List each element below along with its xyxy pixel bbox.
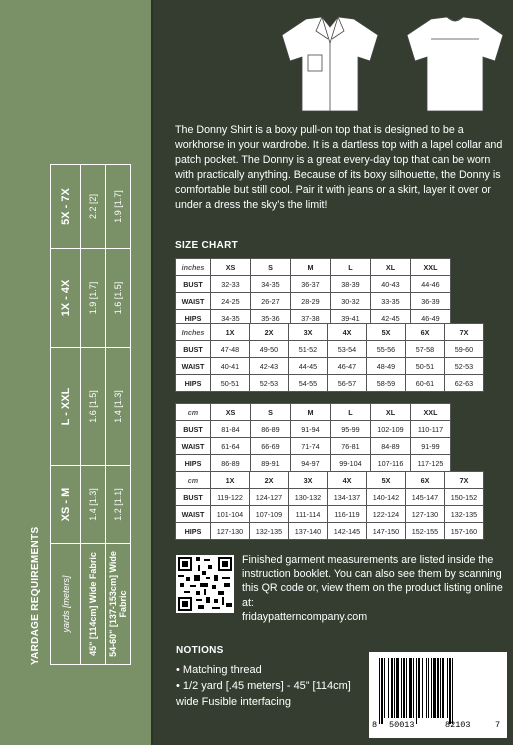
size-cell: 101-104: [211, 506, 250, 523]
yardage-cell: 1.6 [1.5]: [106, 249, 131, 348]
qr-code-icon[interactable]: [176, 555, 234, 613]
size-cell: 130-132: [289, 489, 328, 506]
measure-label: WAIST: [176, 438, 211, 455]
notions-title: NOTIONS: [176, 645, 224, 656]
finished-measurements-text: [242, 553, 504, 624]
measure-label: WAIST: [176, 358, 211, 375]
size-cell: 102-109: [371, 421, 411, 438]
size-header: XXL: [411, 404, 451, 421]
size-header: 6X: [406, 472, 445, 489]
size-header: M: [291, 404, 331, 421]
barcode-digits: 50013: [389, 720, 415, 730]
barcode-icon: [369, 652, 507, 738]
size-header: 3X: [289, 472, 328, 489]
size-header: 1X: [211, 324, 250, 341]
yardage-size-header: XS - M: [51, 466, 81, 544]
notion-item: • Matching thread: [176, 664, 262, 676]
yardage-row-label: 45" [114cm] Wide Fabric: [81, 544, 106, 665]
size-cell: 30-32: [331, 293, 371, 310]
yardage-title: YARDAGE REQUIREMENTS: [30, 526, 41, 665]
size-cell: 147-150: [367, 523, 406, 540]
notions-list: [176, 662, 366, 710]
size-cell: 134-137: [328, 489, 367, 506]
size-cell: 95-99: [331, 421, 371, 438]
size-cell: 37-38: [291, 310, 331, 327]
size-header: XS: [211, 404, 251, 421]
size-cell: 110-117: [411, 421, 451, 438]
size-cell: 32-33: [211, 276, 251, 293]
size-cell: 50-51: [406, 358, 445, 375]
size-cell: 46-47: [328, 358, 367, 375]
size-cell: 86-89: [251, 421, 291, 438]
size-cell: 107-109: [250, 506, 289, 523]
size-cell: 61-64: [211, 438, 251, 455]
size-cell: 84-89: [371, 438, 411, 455]
measure-label: HIPS: [176, 375, 211, 392]
size-cell: 137-140: [289, 523, 328, 540]
size-cell: 24-25: [211, 293, 251, 310]
barcode-digits: 82103: [445, 720, 471, 730]
size-cell: 52-53: [445, 358, 484, 375]
size-cell: 40-41: [211, 358, 250, 375]
size-cell: 39-41: [331, 310, 371, 327]
size-header: 2X: [250, 472, 289, 489]
yardage-unit-label: yards [meters]: [51, 544, 81, 665]
size-cell: 81-84: [211, 421, 251, 438]
barcode-digit: 7: [495, 720, 501, 730]
size-header: 7X: [445, 324, 484, 341]
size-cell: 34-35: [251, 276, 291, 293]
size-cell: 62-63: [445, 375, 484, 392]
shirt-front-icon: [282, 17, 378, 111]
panel-divider: [151, 0, 153, 745]
yardage-cell: 1.4 [1.3]: [106, 348, 131, 466]
size-cell: 124-127: [250, 489, 289, 506]
product-description: The Donny Shirt is a boxy pull-on top that is designed to be a workhorse in your wardrobe. It is a dartless top with a lapel collar and patch pocket. The Donny is a great every-day top that can be worn with practically anything. Because of its boxy silhouette, the Donny is comfortable but still cool. Pair it with jeans or a skirt, layer it over or under a dress the sky’s the limit!: [175, 124, 503, 212]
size-header: 4X: [328, 324, 367, 341]
size-cell: 99-104: [331, 455, 371, 472]
size-cell: 94-97: [291, 455, 331, 472]
size-header: 4X: [328, 472, 367, 489]
size-cell: 53-54: [328, 341, 367, 358]
size-header: L: [331, 259, 371, 276]
size-cell: 44-46: [411, 276, 451, 293]
size-cell: 42-45: [371, 310, 411, 327]
measure-label: WAIST: [176, 293, 211, 310]
measure-label: HIPS: [176, 455, 211, 472]
size-header: XXL: [411, 259, 451, 276]
size-cell: 140-142: [367, 489, 406, 506]
size-header: 5X: [367, 324, 406, 341]
website-link[interactable]: fridaypatterncompany.com: [242, 610, 368, 623]
size-cell: 44-45: [289, 358, 328, 375]
size-header: L: [331, 404, 371, 421]
size-cell: 49-50: [250, 341, 289, 358]
size-cell: 150-152: [445, 489, 484, 506]
size-cell: 58-59: [367, 375, 406, 392]
size-table-unit: Inches: [176, 324, 211, 341]
size-table-cm-standard: [175, 403, 451, 472]
size-cell: 55-56: [367, 341, 406, 358]
size-cell: 52-53: [250, 375, 289, 392]
size-cell: 66-69: [251, 438, 291, 455]
size-cell: 54-55: [289, 375, 328, 392]
yardage-size-header: 5X - 7X: [51, 165, 81, 249]
size-header: 5X: [367, 472, 406, 489]
size-cell: 28-29: [291, 293, 331, 310]
measure-label: HIPS: [176, 310, 211, 327]
yardage-cell: 1.4 [1.3]: [81, 466, 106, 544]
size-cell: 50-51: [211, 375, 250, 392]
measure-label: HIPS: [176, 523, 211, 540]
size-table-unit: cm: [176, 472, 211, 489]
yardage-cell: 1.6 [1.5]: [81, 348, 106, 466]
size-table-inches-standard: [175, 258, 451, 327]
size-cell: 127-130: [211, 523, 250, 540]
size-cell: 145-147: [406, 489, 445, 506]
barcode-digit: 8: [372, 720, 378, 730]
yardage-cell: 1.2 [1.1]: [106, 466, 131, 544]
size-cell: 152-155: [406, 523, 445, 540]
size-cell: 46-49: [411, 310, 451, 327]
shirt-illustration: [270, 5, 513, 115]
size-cell: 36-37: [291, 276, 331, 293]
size-cell: 34-35: [211, 310, 251, 327]
yardage-size-header: L - XXL: [51, 348, 81, 466]
measure-label: WAIST: [176, 506, 211, 523]
size-cell: 89-91: [251, 455, 291, 472]
size-header: 7X: [445, 472, 484, 489]
size-cell: 36-39: [411, 293, 451, 310]
size-cell: 42-43: [250, 358, 289, 375]
size-table-cm-plus: [175, 471, 484, 540]
size-cell: 157-160: [445, 523, 484, 540]
measure-label: BUST: [176, 421, 211, 438]
size-cell: 91-99: [411, 438, 451, 455]
finished-measurements-note: Finished garment measurements are listed inside the instruction booklet. You can also see them by scanning this QR code or, view them on the product listing online at:: [242, 554, 503, 609]
notion-item: • 1/2 yard [.45 meters] - 45” [114cm] wide Fusible interfacing: [176, 680, 351, 708]
size-cell: 86-89: [211, 455, 251, 472]
size-cell: 40-43: [371, 276, 411, 293]
size-cell: 57-58: [406, 341, 445, 358]
measure-label: BUST: [176, 276, 211, 293]
size-cell: 33-35: [371, 293, 411, 310]
size-header: XL: [371, 404, 411, 421]
size-cell: 51-52: [289, 341, 328, 358]
size-table-inches-plus: [175, 323, 484, 392]
size-cell: 122-124: [367, 506, 406, 523]
measure-label: BUST: [176, 489, 211, 506]
size-cell: 59-60: [445, 341, 484, 358]
yardage-cell: 1.9 [1.7]: [106, 165, 131, 249]
size-cell: 127-130: [406, 506, 445, 523]
size-cell: 56-57: [328, 375, 367, 392]
size-header: S: [251, 259, 291, 276]
size-cell: 76-81: [331, 438, 371, 455]
size-cell: 107-116: [371, 455, 411, 472]
size-cell: 38-39: [331, 276, 371, 293]
size-cell: 142-145: [328, 523, 367, 540]
size-cell: 132-135: [250, 523, 289, 540]
size-header: M: [291, 259, 331, 276]
size-cell: 48-49: [367, 358, 406, 375]
size-header: XL: [371, 259, 411, 276]
size-cell: 35-36: [251, 310, 291, 327]
size-cell: 117-125: [411, 455, 451, 472]
size-header: 1X: [211, 472, 250, 489]
size-table-unit: inches: [176, 259, 211, 276]
size-cell: 26-27: [251, 293, 291, 310]
yardage-cell: 2.2 [2]: [81, 165, 106, 249]
size-cell: 71-74: [291, 438, 331, 455]
measure-label: BUST: [176, 341, 211, 358]
yardage-table: [50, 164, 131, 665]
size-header: XS: [211, 259, 251, 276]
size-cell: 47-48: [211, 341, 250, 358]
size-chart-title: SIZE CHART: [175, 240, 238, 251]
size-header: 6X: [406, 324, 445, 341]
size-cell: 119-122: [211, 489, 250, 506]
yardage-size-header: 1X - 4X: [51, 249, 81, 348]
size-cell: 91-94: [291, 421, 331, 438]
size-cell: 116-119: [328, 506, 367, 523]
size-cell: 60-61: [406, 375, 445, 392]
size-table-unit: cm: [176, 404, 211, 421]
shirt-back-icon: [407, 17, 503, 111]
size-header: S: [251, 404, 291, 421]
yardage-cell: 1.9 [1.7]: [81, 249, 106, 348]
size-header: 3X: [289, 324, 328, 341]
size-cell: 111-114: [289, 506, 328, 523]
yardage-row-label: 54-60" [137-153cm] Wide Fabric: [106, 544, 131, 665]
yardage-panel: [0, 0, 151, 745]
size-cell: 132-135: [445, 506, 484, 523]
size-header: 2X: [250, 324, 289, 341]
